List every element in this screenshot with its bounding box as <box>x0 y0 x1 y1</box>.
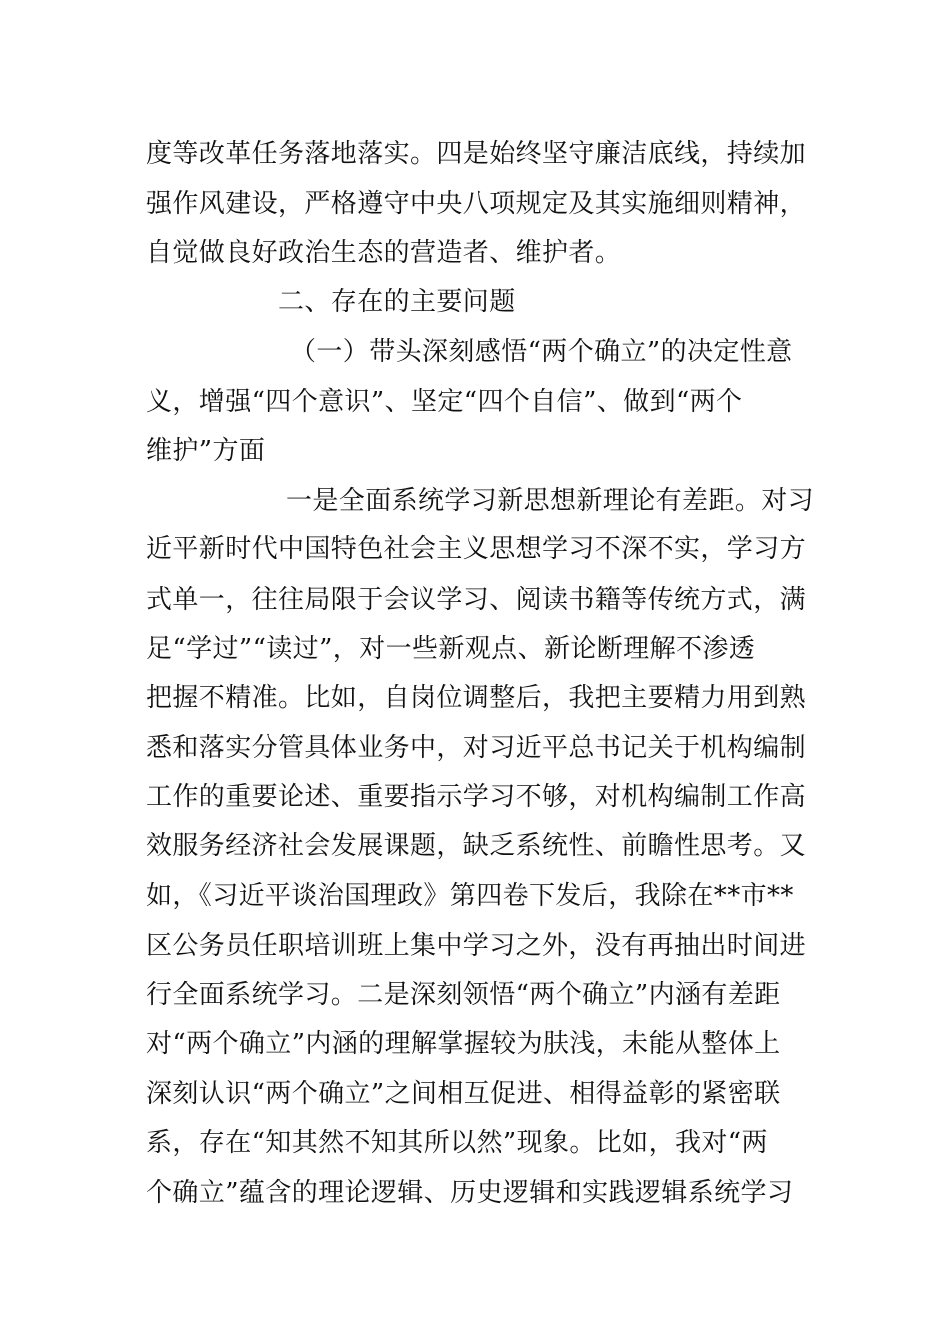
text-line-3: 自觉做良好政治生态的营造者、维护者。 <box>146 238 622 268</box>
paragraph-line-12: 对“两个确立”内涵的理解掌握较为肤浅，未能从整体上 <box>146 1029 781 1059</box>
section-heading: 二、存在的主要问题 <box>278 287 516 317</box>
paragraph-line-6: 悉和落实分管具体业务中，对习近平总书记关于机构编制 <box>146 733 807 763</box>
paragraph-line-2: 近平新时代中国特色社会主义思想学习不深不实，学习方 <box>146 534 807 564</box>
paragraph-line-8: 效服务经济社会发展课题，缺乏系统性、前瞻性思考。又 <box>146 831 807 861</box>
paragraph-line-11: 行全面系统学习。二是深刻领悟“两个确立”内涵有差距 <box>146 980 781 1010</box>
paragraph-line-9: 如，《习近平谈治国理政》第四卷下发后，我除在**市** <box>146 881 794 911</box>
paragraph-line-15: 个确立”蕴含的理论逻辑、历史逻辑和实践逻辑系统学习 <box>146 1178 794 1208</box>
subsection-heading-line-3: 维护”方面 <box>146 436 266 466</box>
paragraph-line-5: 把握不精准。比如，自岗位调整后，我把主要精力用到熟 <box>146 683 807 713</box>
paragraph-line-13: 深刻认识“两个确立”之间相互促进、相得益彰的紧密联 <box>146 1079 781 1109</box>
text-line-2: 强作风建设，严格遵守中央八项规定及其实施细则精神， <box>146 189 807 219</box>
paragraph-line-10: 区公务员任职培训班上集中学习之外，没有再抽出时间进 <box>146 931 807 961</box>
paragraph-line-4: 足“学过”“读过”，对一些新观点、新论断理解不渗透 <box>146 634 756 664</box>
paragraph-line-1: 一是全面系统学习新思想新理论有差距。对习 <box>286 486 815 516</box>
paragraph-line-7: 工作的重要论述、重要指示学习不够，对机构编制工作高 <box>146 782 807 812</box>
subsection-heading-line-1: （一）带头深刻感悟“两个确立”的决定性意 <box>290 337 793 367</box>
paragraph-line-14: 系，存在“知其然不知其所以然”现象。比如，我对“两 <box>146 1128 768 1158</box>
paragraph-line-3: 式单一，往往局限于会议学习、阅读书籍等传统方式，满 <box>146 585 807 615</box>
subsection-heading-line-2: 义，增强“四个意识”、坚定“四个自信”、做到“两个 <box>146 387 743 417</box>
text-line-1: 度等改革任务落地落实。四是始终坚守廉洁底线，持续加 <box>146 139 807 169</box>
